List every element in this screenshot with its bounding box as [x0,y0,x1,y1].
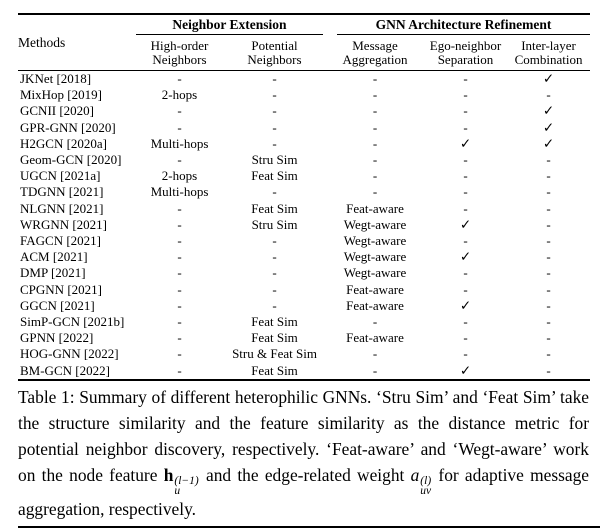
col-header-inter-layer-combination [507,36,590,71]
value-cell: - [272,71,277,86]
table-row [18,249,590,265]
math-base: a [410,465,420,485]
value-cell: Feat-aware [346,330,404,346]
value-cell: - [272,265,277,281]
table-row [18,298,590,314]
value-cell: ✓ [459,362,472,378]
table-row [18,282,590,298]
method-cell: CPGNN [2021] [20,281,102,297]
math-sup: (l) [420,475,432,487]
value-cell: Wegt-aware [343,216,407,232]
table-row [18,330,590,346]
header-line: Neighbors [152,51,207,67]
value-cell: - [546,184,551,200]
value-cell: - [272,281,277,297]
method-cell: WRGNN [2021] [20,216,108,232]
method-cell: DMP [2021] [20,265,86,281]
value-cell: Multi-hops [150,135,209,151]
value-cell: - [372,152,378,168]
value-cell: - [177,152,182,168]
value-cell: Wegt-aware [343,249,407,265]
value-cell: - [272,297,277,313]
table-row [18,346,590,362]
value-cell: - [177,346,182,362]
value-cell: Feat Sim [251,168,298,184]
table-row [18,87,590,103]
table-row [18,103,590,119]
table-row [18,120,590,136]
col-header-message-aggregation [326,36,424,71]
value-cell: - [463,168,468,184]
value-cell: - [372,71,378,86]
method-cell: TDGNN [2021] [20,184,104,200]
math-sup: (l−1) [174,475,199,487]
value-cell: - [546,200,551,216]
value-cell: Feat Sim [251,200,298,216]
method-cell: JKNet [2018] [20,71,92,86]
value-cell: - [463,103,468,119]
value-cell: - [177,265,182,281]
value-cell: - [372,103,378,119]
method-cell: Geom-GCN [2020] [20,152,122,168]
method-cell: HOG-GNN [2022] [20,346,119,362]
value-cell: - [177,119,182,135]
value-cell: - [546,87,551,103]
math-edge-weight [410,465,433,497]
math-base: h [163,465,174,485]
value-cell: - [177,216,182,232]
value-cell: - [272,103,277,119]
value-cell: - [546,297,551,313]
value-cell: Stru Sim [251,216,298,232]
value-cell: ✓ [542,71,555,86]
table-row [18,265,590,281]
value-cell: - [372,87,378,103]
table-row [18,152,590,168]
group-header-row [18,14,590,36]
value-cell: - [272,87,277,103]
bottom-divider [18,526,600,528]
col-header-methods: Methods [18,14,136,71]
value-cell: - [463,200,468,216]
value-cell: - [463,233,468,249]
value-cell: - [463,71,468,86]
header-line: Separation [437,51,494,67]
method-cell: ACM [2021] [20,249,88,265]
value-cell: Feat Sim [251,314,298,330]
value-cell: - [177,103,182,119]
header-line: Potential [251,38,298,53]
value-cell: - [272,135,277,151]
value-cell: - [463,314,468,330]
value-cell: - [372,135,378,151]
group-header-neighbor-extension [136,14,326,36]
value-cell: - [177,362,182,378]
method-cell: GPNN [2022] [20,330,94,346]
value-cell: - [546,233,551,249]
value-cell: - [463,330,468,346]
header-line: Inter-layer [521,38,576,53]
value-cell: - [546,168,551,184]
group-header-gnn-architecture-refinement [326,14,590,36]
value-cell: ✓ [542,135,555,151]
value-cell: - [463,281,468,297]
caption-text: for adaptive message aggregation, respectively. [18,465,589,519]
value-cell: - [463,265,468,281]
value-cell: - [546,281,551,297]
method-cell: GCNII [2020] [20,103,95,119]
value-cell: - [463,152,468,168]
value-cell: - [177,233,182,249]
value-cell: - [546,346,551,362]
method-cell: GGCN [2021] [20,297,95,313]
value-cell: - [177,281,182,297]
value-cell: - [272,184,277,200]
value-cell: Multi-hops [150,184,209,200]
table-row [18,217,590,233]
value-cell: - [177,200,182,216]
value-cell: - [463,87,468,103]
method-cell: H2GCN [2020a] [20,135,108,151]
value-cell: Stru Sim [251,152,298,168]
method-cell: GPR-GNN [2020] [20,119,116,135]
math-supsub [420,477,431,496]
header-line: Message [352,38,398,53]
value-cell: Stru & Feat Sim [232,346,317,362]
table-row [18,363,590,380]
group-header-label: GNN Architecture Refinement [337,15,590,35]
value-cell: ✓ [542,103,555,119]
value-cell: - [463,184,468,200]
header-line: High-order [150,38,209,53]
caption-text: Table 1: Summary of different heterophilic GNNs. ‘Stru Sim’ and ‘Feat Sim’ take the structure similarity and the feature similarity as the distance metric for potential neighbor discovery, respectively. ‘Feat-aware’ and ‘Wegt-aware’ work on the node feature [18,387,589,485]
header-line: Aggregation [342,51,408,67]
math-sub: u [174,484,181,497]
value-cell: - [546,265,551,281]
header-line: Combination [514,51,583,67]
header-line: Neighbors [247,51,302,67]
value-cell: ✓ [459,135,472,151]
table-row [18,71,590,88]
value-cell: Feat Sim [251,330,298,346]
table-header [18,14,590,71]
value-cell: - [546,330,551,346]
value-cell: - [372,184,378,200]
math-supsub [174,477,198,496]
value-cell: Feat-aware [346,297,404,313]
value-cell: - [372,362,378,378]
gnn-summary-table [18,13,590,381]
value-cell: - [177,297,182,313]
value-cell: Wegt-aware [343,265,407,281]
value-cell: Feat-aware [346,281,404,297]
value-cell: ✓ [459,249,472,265]
table-row [18,136,590,152]
method-cell: BM-GCN [2022] [20,362,110,378]
value-cell: - [463,346,468,362]
math-sub: uv [420,484,432,497]
col-header-high-order-neighbors [136,36,223,71]
value-cell: - [177,249,182,265]
method-cell: UGCN [2021a] [20,168,101,184]
value-cell: ✓ [459,216,472,232]
table-body [18,71,590,380]
table-row [18,168,590,184]
value-cell: - [177,314,182,330]
math-node-feature [163,465,200,497]
method-cell: SimP-GCN [2021b] [20,314,125,330]
value-cell: Feat-aware [346,200,404,216]
value-cell: ✓ [542,119,555,135]
value-cell: - [372,346,378,362]
value-cell: Feat Sim [251,362,298,378]
value-cell: - [272,233,277,249]
caption-text: and the edge-related weight [199,465,411,485]
value-cell: - [177,71,182,86]
value-cell: - [546,314,551,330]
group-header-label: Neighbor Extension [136,15,323,35]
value-cell: - [272,249,277,265]
table-row [18,233,590,249]
value-cell: - [372,119,378,135]
value-cell: 2-hops [161,87,198,103]
method-cell: MixHop [2019] [20,87,102,103]
value-cell: ✓ [459,297,472,313]
value-cell: - [463,119,468,135]
value-cell: - [372,168,378,184]
value-cell: - [272,119,277,135]
value-cell: Wegt-aware [343,233,407,249]
col-header-potential-neighbors [223,36,326,71]
method-cell: NLGNN [2021] [20,200,104,216]
value-cell: - [177,330,182,346]
value-cell: - [546,152,551,168]
value-cell: - [372,314,378,330]
value-cell: - [546,249,551,265]
value-cell: - [546,216,551,232]
col-header-ego-neighbor-separation [424,36,507,71]
table-row [18,184,590,200]
value-cell: - [546,362,551,378]
table-row [18,314,590,330]
table-row [18,201,590,217]
method-cell: FAGCN [2021] [20,233,102,249]
value-cell: 2-hops [161,168,198,184]
table-caption [18,384,589,522]
header-line: Ego-neighbor [429,38,502,53]
